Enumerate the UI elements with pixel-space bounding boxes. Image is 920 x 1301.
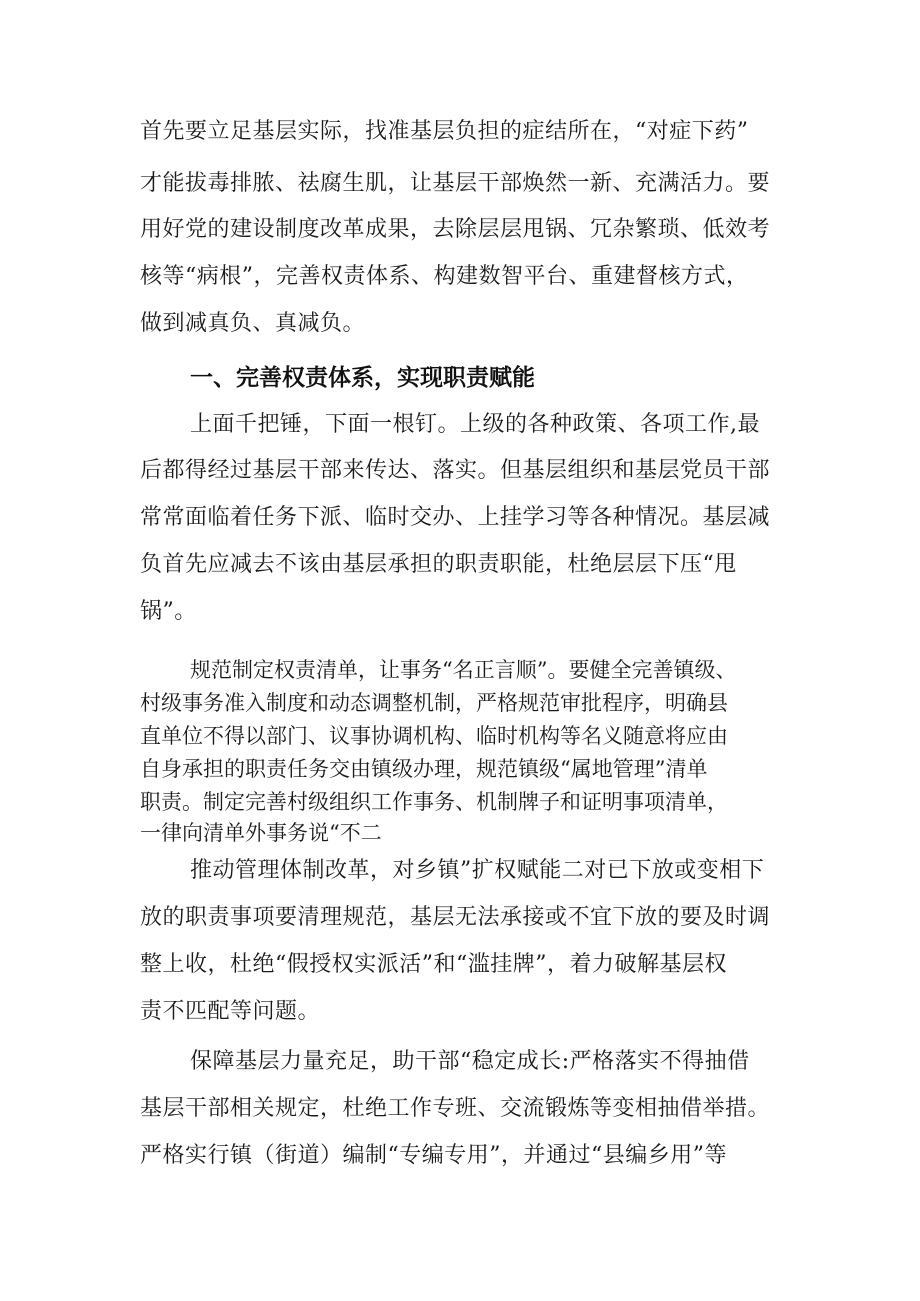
text-line: 整上收，杜绝“假授权实派活”和“滥挂牌”，着力破解基层权 [140,952,727,977]
text-line: 一律向清单外事务说“不二 [140,821,382,845]
text-line: 后都得经过基层干部来传达、落实。但基层组织和基层党员干部 [140,458,771,483]
text-line: 直单位不得以部门、议事协调机构、临时机构等名义随意将应由 [140,724,728,748]
text-line: 规范制定权责清单，让事务“名正言顺”。要健全完善镇级、 [190,658,737,682]
text-line: 责不匹配等问题。 [140,999,321,1024]
text-line: 严格实行镇（街道）编制“专编专用”，并通过“县编乡用”等 [140,1143,727,1168]
text-line: 上面千把锤，下面一根钉。上级的各种政策、各项工作,最 [190,412,760,437]
text-line: 自身承担的职责任务交由镇级办理，规范镇级“属地管理”清单 [140,757,708,781]
text-line: 常常面临着任务下派、临时交办、上挂学习等各种情况。基层减 [140,505,771,530]
text-line: 首先要立足基层实际，找准基层负担的症结所在，“对症下药” [140,119,749,144]
text-line: 职责。制定完善村级组织工作事务、机制牌子和证明事项清单， [140,790,728,814]
text-line: 放的职责事项要清理规范，基层无法承接或不宜下放的要及时调 [140,905,771,930]
text-line: 做到减真负、真减负。 [140,311,366,336]
text-line: 核等“病根”，完善权责体系、构建数智平台、重建督核方式， [140,264,749,289]
text-line: 才能拔毒排脓、祛腐生肌，让基层干部焕然一新、充满活力。要 [140,171,771,196]
text-line: 村级事务准入制度和动态调整机制，严格规范审批程序，明确县 [140,691,728,715]
text-line: 用好党的建设制度改革成果，去除层层甩锅、冗杂繁琐、低效考 [140,217,771,242]
text-line: 锅”。 [140,599,197,624]
text-line: 保障基层力量充足，助干部“稳定成长:严格落实不得抽借 [190,1049,750,1074]
text-line: 负首先应减去不该由基层承担的职责职能，杜绝层层下压“甩 [140,552,737,577]
text-line: 推动管理体制改革，对乡镇”扩权赋能二对已下放或变相下 [190,858,765,883]
text-line: 基层干部相关规定，杜绝工作专班、交流锻炼等变相抽借举措。 [140,1096,771,1121]
section-heading: 一、完善权责体系，实现职责赋能 [190,365,535,391]
